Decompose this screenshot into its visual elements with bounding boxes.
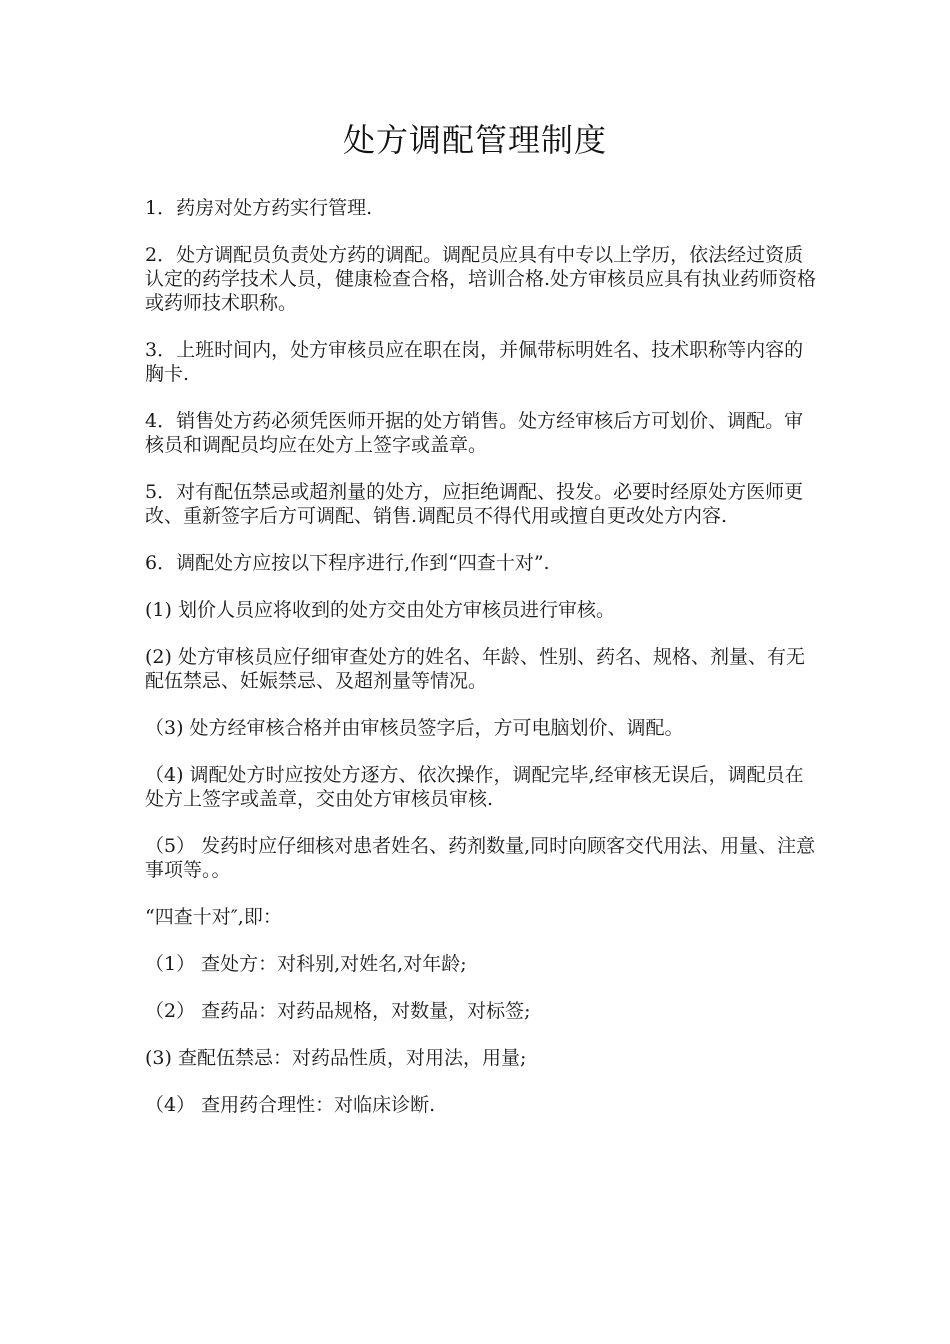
- check-item-3: (3) 查配伍禁忌：对药品性质，对用法，用量;: [145, 1047, 527, 1069]
- check-item-2: （2） 查药品：对药品规格，对数量，对标签;: [145, 1000, 531, 1022]
- paragraph-2: 2．处方调配员负责处方药的调配。调配员应具有中专以上学历，依法经过资质认定的药学技术人员，健康检查合格，培训合格.处方审核员应具有执业药师资格或药师技术职称。: [145, 244, 817, 314]
- four-checks-heading: “四查十对″,即：: [145, 906, 282, 928]
- procedure-step-3: （3) 处方经审核合格并由审核员签字后，方可电脑划价、调配。: [145, 717, 684, 739]
- procedure-step-1: (1) 划价人员应将收到的处方交由处方审核员进行审核。: [145, 599, 615, 621]
- paragraph-3: 3．上班时间内，处方审核员应在职在岗，并佩带标明姓名、技术职称等内容的胸卡.: [145, 339, 804, 385]
- paragraph-6: 6．调配处方应按以下程序进行,作到“四查十对”.: [145, 552, 550, 574]
- paragraph-1: 1．药房对处方药实行管理.: [145, 197, 373, 219]
- procedure-step-4: （4) 调配处方时应按处方逐方、依次操作，调配完毕,经审核无误后，调配员在处方上签字或盖章，交由处方审核员审核.: [145, 764, 804, 810]
- paragraph-4: 4．销售处方药必须凭医师开据的处方销售。处方经审核后方可划价、调配。审核员和调配员均应在处方上签字或盖章。: [145, 410, 804, 456]
- procedure-step-2: (2) 处方审核员应仔细审查处方的姓名、年龄、性别、药名、规格、剂量、有无配伍禁忌、妊娠禁忌、及超剂量等情况。: [145, 646, 805, 692]
- document-body: [145, 196, 817, 1140]
- document-title: 处方调配管理制度: [342, 121, 607, 159]
- check-item-1: （1） 查处方：对科别,对姓名,对年龄;: [145, 953, 467, 975]
- procedure-step-5: （5） 发药时应仔细核对患者姓名、药剂数量,同时向顾客交代用法、用量、注意事项等。。: [145, 835, 816, 881]
- check-item-4: （4） 查用药合理性：对临床诊断.: [145, 1094, 436, 1116]
- paragraph-5: 5．对有配伍禁忌或超剂量的处方，应拒绝调配、投发。必要时经原处方医师更改、重新签字后方可调配、销售.调配员不得代用或擅自更改处方内容.: [145, 481, 804, 527]
